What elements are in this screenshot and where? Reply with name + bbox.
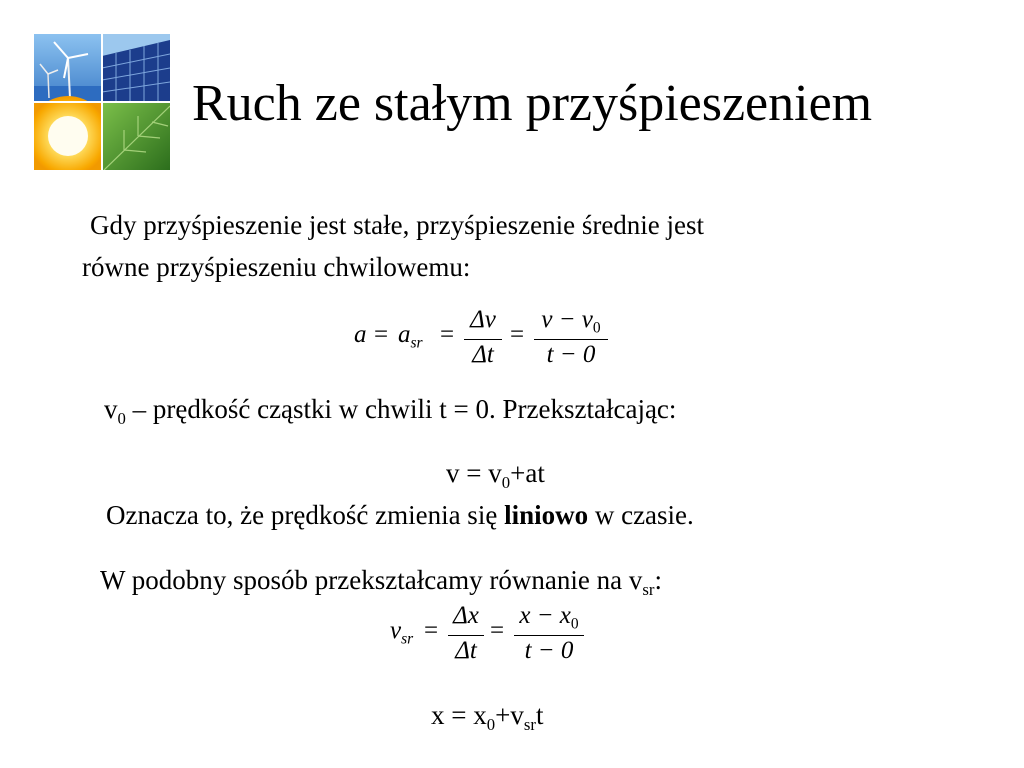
position-formula-sub0: 0: [486, 714, 496, 734]
linear-note-before: Oznacza to, że prędkość zmienia się: [106, 500, 505, 530]
wind-turbine-icon: [34, 34, 102, 102]
sun-icon: [34, 96, 108, 170]
eq2-den-dt: Δt: [455, 637, 477, 664]
slide-title: Ruch ze stałym przyśpieszeniem: [192, 75, 873, 132]
velocity-formula: [446, 456, 545, 490]
eq1-num-dv: Δv: [470, 306, 496, 333]
eq1-den2: t − 0: [546, 341, 596, 368]
similar-text: W podobny sposób przekształcamy równanie na v: [100, 565, 643, 595]
eq2-num2-sub: 0: [570, 615, 579, 633]
intro-line-1: Gdy przyśpieszenie jest stałe, przyśpieszenie średnie jest: [90, 210, 705, 240]
position-formula-t: t: [535, 700, 544, 730]
position-formula-lhs: x = x: [431, 700, 487, 730]
v0-symbol: v: [104, 394, 118, 424]
logo-image: [34, 34, 170, 170]
leaf-icon: [102, 102, 170, 170]
eq1-num2: v − v: [541, 306, 593, 333]
position-formula-plus-v: +v: [495, 700, 524, 730]
v0-sub: 0: [117, 408, 126, 428]
eq1-num2-sub: 0: [592, 319, 601, 337]
velocity-formula-lhs: v = v: [446, 458, 502, 488]
eq2-den2: t − 0: [524, 637, 574, 664]
velocity-formula-sub: 0: [501, 472, 511, 492]
eq2-v: v: [390, 617, 402, 644]
position-formula-sub-sr: sr: [523, 714, 536, 734]
velocity-formula-rest: +at: [510, 458, 545, 488]
v0-definition-text: – prędkość cząstki w chwili t = 0. Przekształcając:: [125, 394, 677, 424]
similar-sub: sr: [642, 579, 655, 599]
eq2-num2: x − x: [519, 602, 571, 629]
linear-note-bold: liniowo: [504, 500, 589, 530]
eq2-v-sub: sr: [401, 630, 414, 648]
linear-note-after: w czasie.: [588, 500, 694, 530]
eq1-a-sub: sr: [410, 334, 423, 352]
similar-colon: :: [654, 565, 662, 595]
similar-transform-line: [100, 563, 662, 597]
eq1-a: a: [354, 321, 367, 348]
average-velocity-equation: $v_{sr}$ = Δx Δt = $x - x_0$ t − 0: [390, 602, 590, 666]
eq1-a-avg: a: [398, 321, 411, 348]
eq1-den-dt: Δt: [472, 341, 494, 368]
position-formula: [431, 698, 543, 732]
linear-note: [106, 498, 694, 532]
v0-definition: [104, 392, 676, 426]
intro-line-2: równe przyśpieszeniu chwilowemu:: [82, 252, 471, 282]
acceleration-equation: a = $a_{sr}$ = Δv Δt = $v - v_0$ t − 0: [352, 306, 612, 370]
eq2-num-dx: Δx: [453, 602, 479, 629]
solar-panels-icon: [102, 34, 170, 102]
